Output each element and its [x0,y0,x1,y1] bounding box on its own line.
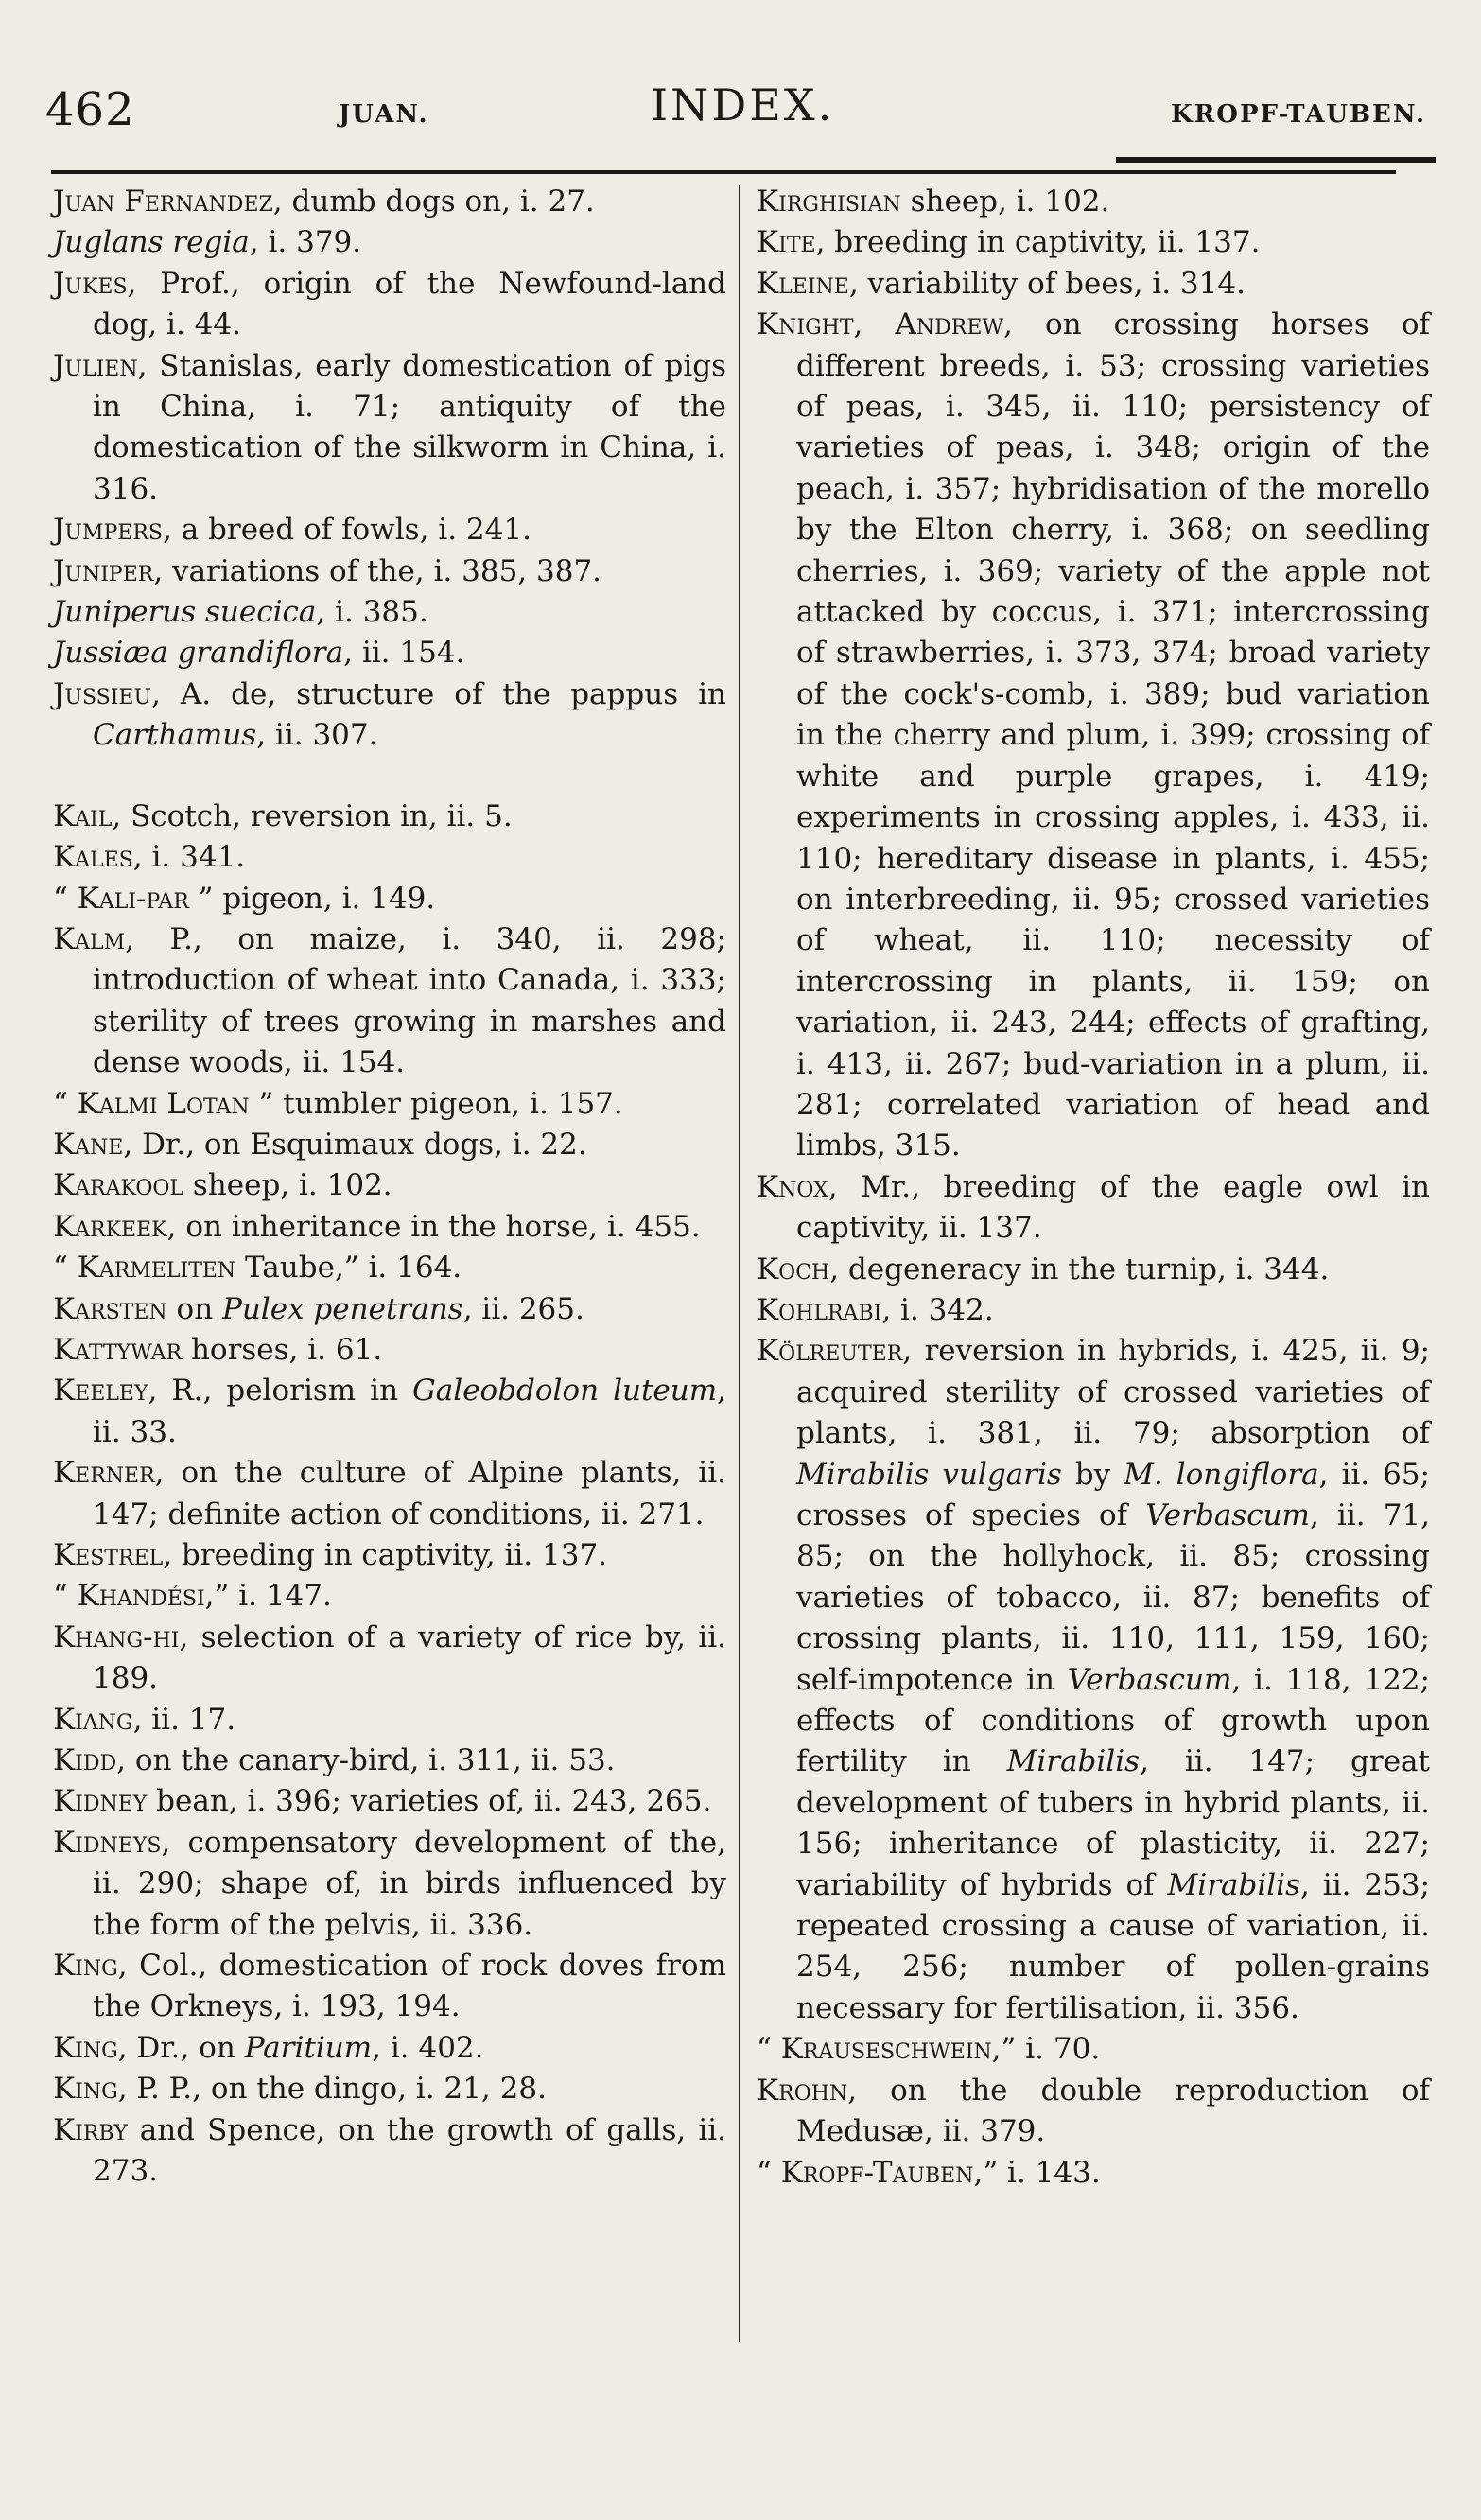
entry-text: , ii. 154. [343,636,465,671]
entry-heading: Karsten [53,1291,167,1326]
entry-text: ,” i. 143. [973,2155,1101,2190]
page-title: INDEX. [651,79,835,131]
entry-text: , on the canary-bird, i. 311, ii. 53. [116,1743,616,1778]
index-entry [53,1165,726,1206]
entry-text: , ii. 307. [256,718,378,753]
entry-italic-text: Juglans regia [53,225,250,260]
column-divider [739,185,740,2342]
entry-text: sheep, i. 102. [900,184,1110,219]
entry-text: , ii. 17. [132,1702,236,1737]
index-entry [53,674,726,757]
entry-italic-text: Mirabilis [1167,1867,1300,1902]
entry-italic-text: Pulex penetrans [222,1291,463,1326]
entry-heading: Kail [53,798,113,833]
index-entry [53,1289,726,1330]
entry-heading: Juan Fernandez [53,184,273,219]
entry-heading: Kropf-Tauben [780,2155,974,2190]
entry-heading: Kattywar [53,1332,183,1367]
index-entry [757,182,1430,222]
entry-text: “ [53,881,78,916]
header-first-term: JUAN. [339,100,429,129]
entry-heading: Krauseschwein [780,2032,992,2067]
entry-heading: Kidd [53,1743,117,1778]
entry-heading: Keeley [53,1374,148,1409]
entry-heading: Knight, Andrew [757,307,1003,342]
entry-text: , ii. 147; great development of tubers in hybrid plants, ii. 156; inheritance of plasticity, ii. 227; variability of hybrids of [796,1744,1430,1902]
entry-italic-text: Verbascum [1145,1498,1310,1532]
index-entry [53,1453,726,1535]
index-entry [53,2069,726,2109]
index-column-right [757,182,1430,2194]
entry-text: “ [53,1579,78,1614]
entry-text: , Dr., on [117,2030,245,2065]
index-entry [53,1741,726,1781]
entry-text: , P., on maize, i. 340, ii. 298; introduction of wheat into Canada, i. 333; sterility of trees growing in marshes and dense woods, ii. 154. [93,921,726,1080]
entry-text: , i. 342. [881,1292,994,1327]
entry-text: , on crossing horses of different breeds, i. 53; crossing varieties of peas, i. 345, ii. 110; persistency of varieties of peas, i. 348; origin of the peach, i. 357; hybridisation of the morello by the Elton cherry, i. 368; on seedling cherries, i. 369; variety of the apple not attacked by coccus, i. 371; intercrossing of strawberries, i. 373, 374; broad variety of the cock's-comb, i. 389; bud variation in the cherry and plum, i. 399; crossing of white and purple grapes, i. 419; experiments in crossing apples, i. 433, ii. 110; hereditary disease in plants, i. 455; on interbreeding, ii. 95; crossed varieties of wheat, ii. 110; necessity of intercrossing in plants, ii. 159; on variation, ii. 243, 244; effects of grafting, i. 413, ii. 267; bud-variation in a plum, ii. 281; correlated variation of head and limbs, 315. [796,307,1430,1164]
entry-heading: Karmeliten [77,1251,236,1286]
entry-heading: Kölreuter [757,1334,903,1369]
entry-heading: Kestrel [53,1538,164,1572]
index-entry [757,305,1430,1167]
entry-text: , a breed of fowls, i. 241. [163,513,531,548]
entry-text: , Prof., origin of the Newfound-land dog, i. 44. [93,266,726,342]
entry-text: , variability of bees, i. 314. [848,266,1246,301]
entry-heading: Khang-hi [53,1619,180,1654]
entry-italic-text: Carthamus [93,718,257,753]
entry-heading: Jumpers [53,513,163,548]
entry-text: on [166,1291,223,1326]
index-entry [53,1330,726,1371]
entry-text: “ [757,2155,781,2190]
entry-heading: Kleine [757,266,849,301]
entry-heading: Jukes [53,266,128,301]
index-entry [757,2153,1430,2194]
index-entry [757,1167,1430,1250]
entry-text: ,” i. 147. [204,1579,332,1614]
entry-text: , breeding in captivity, ii. 137. [163,1538,608,1572]
index-entry [53,837,726,878]
index-entry [53,1371,726,1453]
entry-heading: Kiang [53,1702,133,1737]
index-entry [53,1781,726,1822]
entry-text: , ii. 265. [462,1291,584,1326]
index-entry [53,2110,726,2193]
entry-text: bean, i. 396; varieties of, ii. 243, 265. [147,1784,712,1819]
index-column-left [53,182,726,2193]
index-entry [53,510,726,551]
entry-text: , Mr., breeding of the eagle owl in captivity, ii. 137. [796,1169,1430,1246]
index-entry [53,1823,726,1946]
entry-text: , on the culture of Alpine plants, ii. 147; definite action of conditions, ii. 271. [93,1456,726,1531]
entry-heading: Koch [757,1251,830,1286]
entry-heading: Krohn [757,2073,848,2108]
entry-text: horses, i. 61. [182,1332,383,1367]
index-entry [53,1207,726,1248]
entry-heading: Kite [757,225,816,260]
index-entry [53,182,726,222]
entry-text: , breeding in captivity, ii. 137. [815,225,1261,260]
entry-text: , R., pelorism in [148,1374,413,1409]
entry-text: , variations of the, i. 385, 387. [153,553,602,588]
entry-text: sheep, i. 102. [183,1168,392,1203]
entry-heading: Julien [53,348,138,383]
index-entry [757,2071,1430,2153]
entry-text: , i. 118, 122; effects of conditions of growth upon fertility in [796,1662,1430,1779]
header-last-term: KROPF-TAUBEN. [1171,100,1426,129]
entry-text: , on inheritance in the horse, i. 455. [166,1209,701,1244]
entry-text: , ii. 71, 85; on the hollyhock, ii. 85; crossing varieties of tobacco, ii. 87; benefits of crossing plants, ii. 110, 111, 159, 160; self-impotence in [796,1498,1430,1697]
entry-text: , Scotch, reversion in, ii. 5. [112,798,513,833]
entry-heading: Knox [757,1169,828,1204]
entry-text: “ [757,2032,781,2067]
index-entry [53,551,726,592]
entry-text: , on the double reproduction of Medusæ, ii. 379. [796,2073,1430,2149]
entry-heading: Kerner [53,1456,155,1491]
index-entry [757,264,1430,305]
entry-heading: Kidney [53,1784,148,1819]
index-entry [53,264,726,346]
entry-italic-text: Paritium [244,2030,373,2065]
index-entry [53,2028,726,2069]
entry-italic-text: Verbascum [1067,1662,1232,1697]
entry-italic-text: Mirabilis [1006,1744,1141,1779]
entry-text: , reversion in hybrids, i. 425, ii. 9; acquired sterility of crossed varieties of plants, i. 381, ii. 79; absorption of [796,1334,1430,1451]
index-entry [53,1125,726,1165]
entry-text: ” pigeon, i. 149. [188,881,436,916]
entry-heading: Kirby [53,2112,128,2147]
index-entry [757,2029,1430,2070]
entry-heading: Kales [53,840,133,875]
entry-text: , ii. 33. [93,1374,726,1449]
header-rule-thick [1116,157,1436,163]
entry-text: , P. P., on the dingo, i. 21, 28. [117,2072,547,2107]
index-entry [757,1290,1430,1331]
entry-heading: King [53,1949,118,1984]
index-entry [53,1946,726,2028]
entry-heading: King [53,2030,118,2065]
page-number: 462 [45,83,135,136]
entry-heading: Khandési [77,1579,205,1614]
index-entry [757,1250,1430,1290]
entry-text: , selection of a variety of rice by, ii. 189. [93,1619,726,1696]
entry-heading: Karkeek [53,1209,167,1244]
index-entry [53,1084,726,1125]
index-entry [53,222,726,263]
entry-heading: Kalmi Lotan [77,1086,250,1121]
index-entry [53,592,726,633]
entry-italic-text: Jussiæa grandiflora [53,636,344,671]
entry-text: , ii. 253; repeated crossing a cause of variation, ii. 254, 256; number of pollen-grains necessary for fertilisation, ii. 356. [796,1867,1430,2025]
entry-text: ,” i. 70. [991,2032,1101,2067]
index-entry [757,1331,1430,2029]
index-entry [53,1576,726,1617]
index-entry [53,633,726,674]
entry-text: , i. 385. [316,595,428,630]
entry-text: , degeneracy in the turnip, i. 344. [829,1251,1330,1286]
index-entry [53,879,726,919]
entry-heading: Kane [53,1127,124,1162]
entry-heading: Karakool [53,1168,184,1203]
entry-italic-text: M. longiflora [1124,1457,1319,1492]
entry-text: by [1061,1457,1124,1492]
entry-heading: Kohlrabi [757,1292,882,1327]
index-entry [757,222,1430,263]
entry-text: , i. 379. [249,225,362,260]
entry-text: , i. 341. [132,840,246,875]
index-entry [53,1248,726,1288]
entry-italic-text: Galeobdolon luteum [412,1374,718,1409]
entry-text: , Dr., on Esquimaux dogs, i. 22. [123,1127,587,1162]
entry-italic-text: Mirabilis vulgaris [796,1457,1062,1492]
index-entry [53,1535,726,1576]
entry-text: “ [53,1086,78,1121]
entry-text: and Spence, on the growth of galls, ii. 273. [93,2112,726,2189]
entry-text: , Stanislas, early domestication of pigs in China, i. 71; antiquity of the domestication of the silkworm in China, i. 316. [93,348,726,506]
entry-text: , compensatory development of the, ii. 290; shape of, in birds influenced by the form of the pelvis, ii. 336. [93,1825,726,1942]
entry-text: , i. 402. [372,2030,484,2065]
entry-italic-text: Juniperus suecica [53,595,317,630]
entry-text: , dumb dogs on, i. 27. [272,184,595,219]
entry-text: ” tumbler pigeon, i. 157. [249,1086,623,1121]
entry-heading: Jussieu [53,676,152,711]
entry-heading: Juniper [53,553,154,588]
entry-heading: Kalm [53,921,126,956]
entry-heading: Kirghisian [757,184,901,219]
entry-text: , A. de, structure of the pappus in [151,676,726,711]
entry-heading: Kidneys [53,1825,162,1860]
entry-heading: Kali-par [77,881,189,916]
index-entry [53,346,726,511]
index-entry [53,1700,726,1741]
index-entry [53,919,726,1084]
entry-text: “ [53,1251,78,1286]
entry-heading: King [53,2072,118,2107]
header-rule [51,170,1396,174]
entry-text: , ii. 65; crosses of species of [796,1457,1430,1532]
index-entry [53,1618,726,1700]
running-header [45,74,1436,149]
index-entry [53,796,726,837]
entry-text: Taube,” i. 164. [235,1251,462,1286]
entry-text: , Col., domestication of rock doves from the Orkneys, i. 193, 194. [93,1949,726,2024]
